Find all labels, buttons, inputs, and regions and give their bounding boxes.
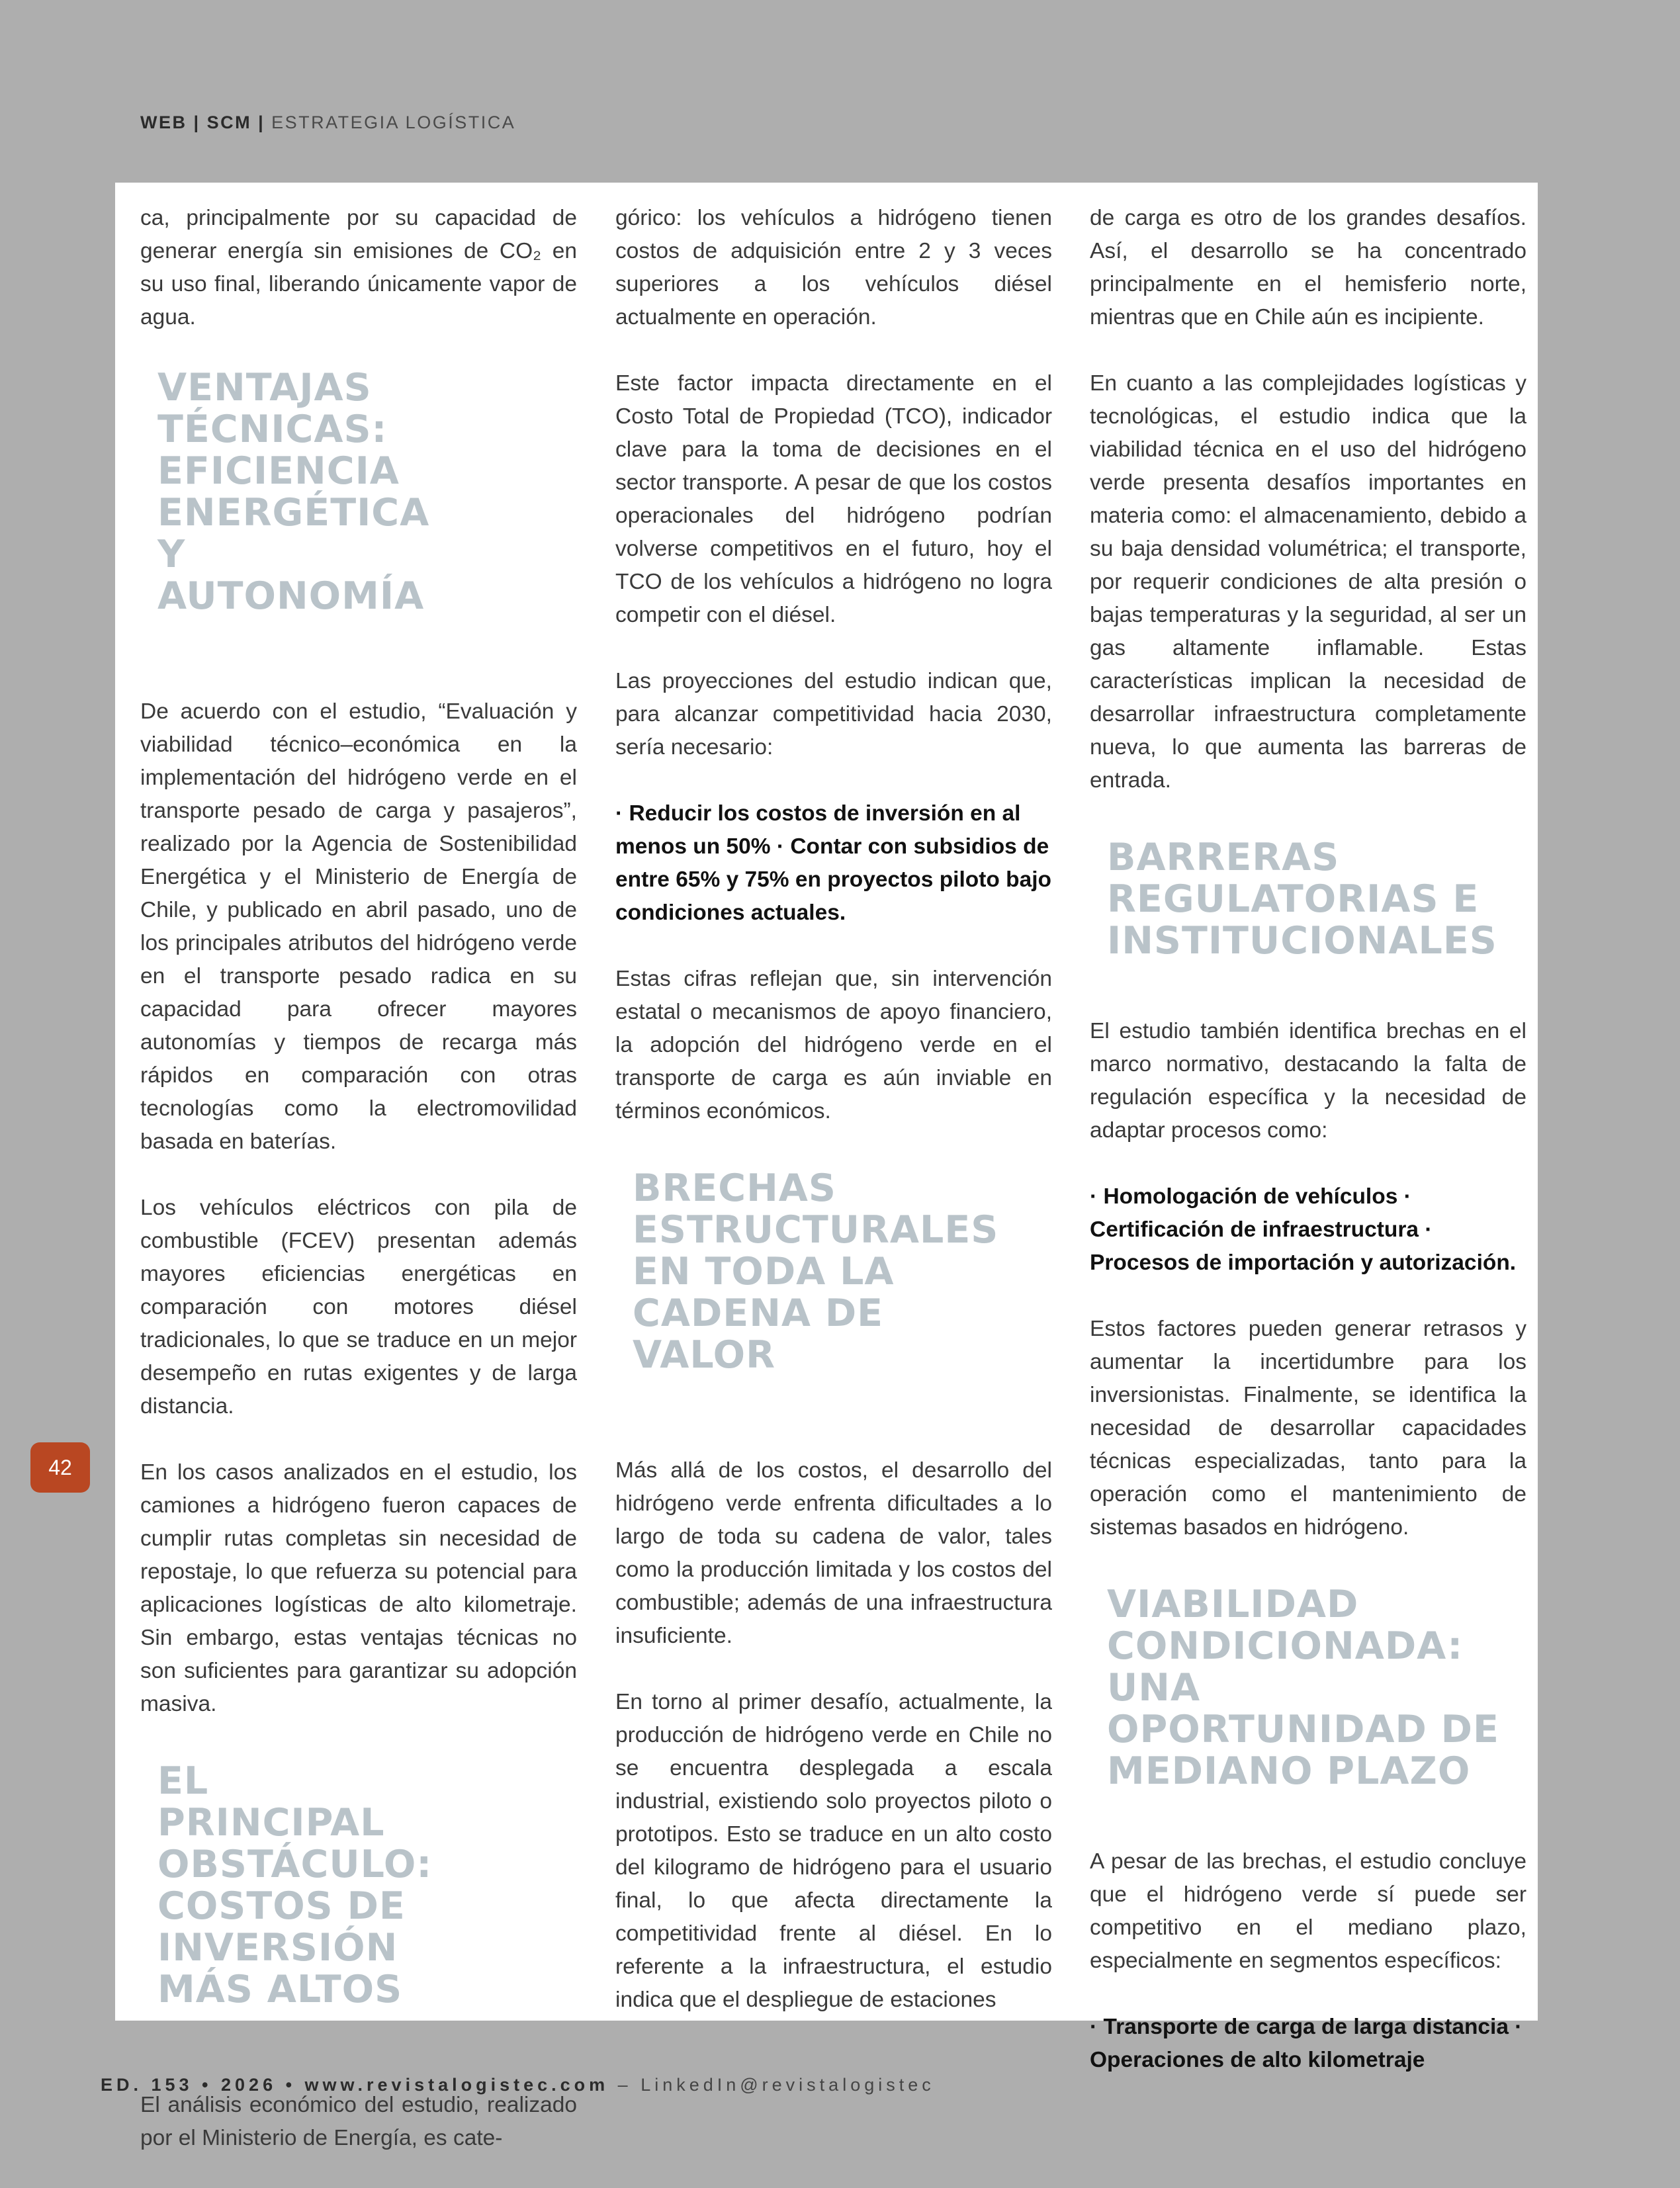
header-section-title: ESTRATEGIA LOGÍSTICA — [271, 112, 516, 132]
paragraph: Estas cifras reflejan que, sin intervención estatal o mecanismos de apoyo financiero, la adopción del hidrógeno verde en el transporte de carga es aún inviable en términos económicos. — [615, 967, 1052, 1123]
article-column-3 — [1090, 202, 1526, 2110]
article-column-1 — [140, 202, 577, 2188]
bullet-list-bold: · Homologación de vehículos · Certificación de infraestructura · Procesos de importación y autorización. — [1090, 1184, 1517, 1275]
paragraph: Estos factores pueden generar retrasos y aumentar la incertidumbre para los inversionistas. Finalmente, se identifica la necesidad de desarrollar capacidades técnicas especializadas, tanto para la operación como el mantenimiento de sistemas basados en hidrógeno. — [1090, 1317, 1526, 1540]
paragraph: górico: los vehículos a hidrógeno tienen costos de adquisición entre 2 y 3 veces superiores a los vehículos diésel actualmente en operación. — [615, 206, 1052, 329]
header-section-scm: SCM | — [206, 112, 265, 132]
running-header — [140, 112, 515, 133]
paragraph: En los casos analizados en el estudio, los camiones a hidrógeno fueron capaces de cumplir rutas completas sin necesidad de repostaje, lo que refuerza su potencial para aplicaciones logísticas de alto kilometraje. Sin embargo, estas ventajas técnicas no son suficientes para garantizar su adopción masiva. — [140, 1460, 577, 1716]
paragraph: El análisis económico del estudio, realizado por el Ministerio de Energía, es cate- — [140, 2093, 577, 2150]
section-heading: BARRERAS REGULATORIAS E INSTITUCIONALES — [1107, 836, 1497, 963]
section-heading: VENTAJAS TÉCNICAS: EFICIENCIA ENERGÉTICA Y AUTONOMÍA — [157, 366, 430, 618]
bullet-list-bold: · Transporte de carga de larga distancia · Operaciones de alto kilometraje — [1090, 2015, 1523, 2072]
footer-edition-website: ED. 153 • 2026 • www.revistalogistec.com — [101, 2075, 609, 2095]
header-section-web: WEB | — [140, 112, 200, 132]
paragraph: de carga es otro de los grandes desafíos. Así, el desarrollo se ha concentrado principalmente en el hemisferio norte, mientras que en Chile aún es incipiente. — [1090, 206, 1526, 329]
section-heading: VIABILIDAD CONDICIONADA: UNA OPORTUNIDAD DE MEDIANO PLAZO — [1107, 1583, 1499, 1793]
section-heading: BRECHAS ESTRUCTURALES EN TODA LA CADENA DE VALOR — [633, 1166, 999, 1377]
page-footer — [101, 2075, 935, 2095]
paragraph: Las proyecciones del estudio indican que, para alcanzar competitividad hacia 2030, sería necesario: — [615, 669, 1052, 760]
paragraph: En torno al primer desafío, actualmente, la producción de hidrógeno verde en Chile no se encuentra desplegada a escala industrial, existiendo solo proyectos piloto o prototipos. Esto se traduce en un alto costo del kilogramo de hidrógeno para el usuario final, lo que afecta directamente la competitividad frente al diésel. En lo referente a la infraestructura, el estudio indica que el despliegue de estaciones — [615, 1690, 1052, 2012]
page-number-badge: 42 — [30, 1442, 90, 1493]
paragraph: Este factor impacta directamente en el Costo Total de Propiedad (TCO), indicador clave para la toma de decisiones en el sector transporte. A pesar de que los costos operacionales del hidrógeno podrían volverse competitivos en el futuro, hoy el TCO de los vehículos a hidrógeno no logra competir con el diésel. — [615, 371, 1052, 627]
article-column-2 — [615, 202, 1052, 2050]
paragraph: ca, principalmente por su capacidad de generar energía sin emisiones de CO₂ en su uso final, liberando únicamente vapor de agua. — [140, 206, 577, 329]
section-heading: EL PRINCIPAL OBSTÁCULO: COSTOS DE INVERSIÓN MÁS ALTOS — [157, 1759, 433, 2011]
bullet-list-bold: · Reducir los costos de inversión en al menos un 50% · Contar con subsidios de entre 65% y 75% en proyectos piloto bajo condiciones actuales. — [615, 801, 1052, 925]
paragraph: A pesar de las brechas, el estudio concluye que el hidrógeno verde sí puede ser competitivo en el mediano plazo, especialmente en segmentos específicos: — [1090, 1849, 1526, 1973]
paragraph: El estudio también identifica brechas en el marco normativo, destacando la falta de regulación específica y la necesidad de adaptar procesos como: — [1090, 1019, 1526, 1143]
paragraph: En cuanto a las complejidades logísticas y tecnológicas, el estudio indica que la viabilidad técnica en el uso del hidrógeno verde presenta desafíos importantes en materia como: el almacenamiento, debido a su baja densidad volumétrica; el transporte, por requerir condiciones de alta presión o bajas temperaturas y la seguridad, al ser un gas altamente inflamable. Estas características implican la necesidad de desarrollar infraestructura completamente nueva, lo que aumenta las barreras de entrada. — [1090, 371, 1526, 793]
paragraph: Más allá de los costos, el desarrollo del hidrógeno verde enfrenta dificultades a lo largo de toda su cadena de valor, tales como la producción limitada y los costos del combustible; además de una infraestructura insuficiente. — [615, 1458, 1052, 1648]
footer-linkedin: – LinkedIn@revistalogistec — [617, 2075, 935, 2095]
paragraph: Los vehículos eléctricos con pila de combustible (FCEV) presentan además mayores eficiencias energéticas en comparación con motores diésel tradicionales, lo que se traduce en un mejor desempeño en rutas exigentes y de larga distancia. — [140, 1196, 577, 1419]
paragraph: De acuerdo con el estudio, “Evaluación y viabilidad técnico–económica en la implementación del hidrógeno verde en el transporte pesado de carga y pasajeros”, realizado por la Agencia de Sostenibilidad Energética y el Ministerio de Energía de Chile, y publicado en abril pasado, uno de los principales atributos del hidrógeno verde en el transporte pesado radica en su capacidad para ofrecer mayores autonomías y tiempos de recarga más rápidos en comparación con otras tecnologías como la electromovilidad basada en baterías. — [140, 699, 577, 1154]
